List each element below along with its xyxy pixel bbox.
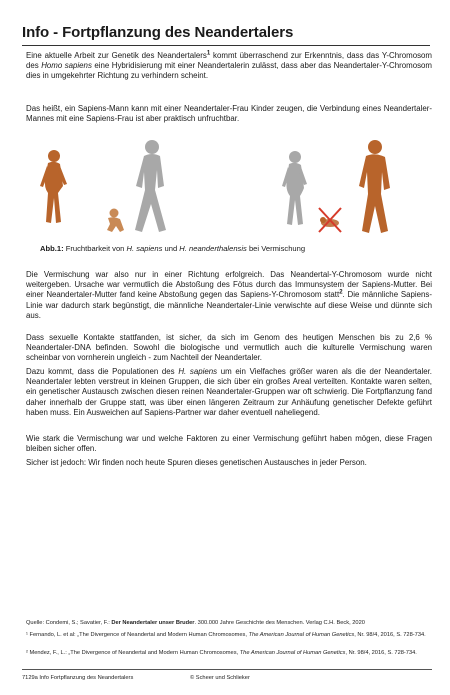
- figure-illustration: [30, 138, 430, 238]
- p5-text-b: um ein Vielfaches größer waren als die der Neandertaler. Neandertaler lebten verstreut in kleinen Gruppen, die sich über ein großes Areal verteilten. Kontakte waren selten, ein genetischer Austausch zwischen diesen reinen Neandertaler-Gruppen war oft schwierig. Die Fortpflanzung fand daher innerhalb der Gruppe statt, was über einen längeren Zeitraum zur Anhäufung genetischer Defekte geführt haben muss. Ein Ausweichen auf Sapiens-Partner war daher eventuell naheliegend.: [26, 367, 432, 417]
- source-text-c: . 300.000 Jahre Geschichte des Menschen. Verlag C.H. Beck, 2020: [194, 620, 365, 626]
- p1-text-b: kommt überraschend zur Erkenntnis, dass das Y-Chromosom des: [26, 51, 432, 71]
- fn2-journal: The American Journal of Human Genetics: [239, 650, 346, 656]
- paragraph-3: [26, 270, 432, 321]
- p3-text-a: Die Vermischung war also nur in einer Richtung erfolgreich. Das Neandertal-Y-Chromosom wurde nicht weitergeben. Ursache war vermutlich die Abstoßung des Fötus durch das Immunsystem der Sapiens-Mutter. Bei einer Neandertaler-Mutter fand keine Abstoßung gegen das Sapiens-Y-Chromosom statt: [26, 270, 432, 300]
- caption-text-b: und: [162, 244, 180, 253]
- p1-text-a: Eine aktuelle Arbeit zur Genetik des Neandertalers: [26, 51, 207, 60]
- caption-italic-1: H. sapiens: [126, 244, 163, 253]
- caption-text-a: Fruchtbarkeit von: [63, 244, 127, 253]
- title-rule: [22, 45, 430, 46]
- fn1-text-b: , Nr. 98/4, 2016, S. 728-734.: [354, 632, 426, 638]
- p3-text-b: . Die männliche Sapiens-Linie war dadurch stark begünstigt, die männliche Neandertaler-Linie verwischte auf diese Weise und dünnte sich aus.: [26, 290, 433, 320]
- p5-italic: H. sapiens: [178, 367, 218, 376]
- fn1-journal: The American Journal of Human Genetics: [248, 632, 355, 638]
- paragraph-1: [26, 51, 432, 82]
- footnote-ref-1[interactable]: 1: [206, 50, 211, 57]
- fn2-text-b: , Nr. 98/4, 2016, S. 728-734.: [345, 650, 417, 656]
- baby-icon: [107, 209, 124, 233]
- footnote-1: [26, 632, 436, 640]
- crossed-baby-icon: [319, 208, 341, 232]
- page-title: Info - Fortpflanzung des Neandertalers: [22, 24, 294, 41]
- p5-text-a: Dazu kommt, dass die Populationen des: [26, 367, 179, 376]
- footnote-2: [26, 650, 436, 658]
- source-text-a: Quelle: Condemi, S.; Savatier, F.:: [26, 620, 112, 626]
- source-note: [26, 620, 436, 628]
- caption-italic-2: H. neanderthalensis: [179, 244, 247, 253]
- paragraph-6: Wie stark die Vermischung war und welche Faktoren zu einer Vermischung geführt haben mögen, diese Fragen bleiben sicher offen.: [26, 434, 432, 454]
- figure-caption: [40, 244, 305, 253]
- source-book-title: Der Neandertaler unser Bruder: [111, 620, 195, 626]
- neanderthal-man-icon: [359, 140, 390, 233]
- fn1-text-a: ¹ Fernando, L. et al: „The Divergence of Neandertal and Modern Human Chromosomes,: [26, 632, 249, 638]
- sapiens-woman-icon: [282, 151, 307, 225]
- footer-rule: [22, 669, 432, 670]
- paragraph-5: [26, 367, 432, 418]
- paragraph-7: Sicher ist jedoch: Wir finden noch heute Spuren dieses genetischen Austausches in jeder Person.: [26, 458, 367, 467]
- p1-text-c: eine Hybridisierung mit einer Neandertalerin zulässt, dass aber das Neandertaler-Y-Chromosom dies in umgekehrter Richtung zu verhindern scheint.: [26, 61, 432, 81]
- caption-text-c: bei Vermischung: [246, 244, 306, 253]
- footnote-ref-2[interactable]: 2: [339, 289, 343, 296]
- fn2-text-a: ² Mendez, F., L.: „The Divergence of Neandertal and Modern Human Chromosomes,: [26, 650, 240, 656]
- footer-right: © Scheer und Schlieker: [190, 675, 250, 681]
- figure-1: [30, 138, 430, 238]
- sapiens-man-icon: [135, 140, 166, 232]
- caption-label: Abb.1:: [40, 244, 64, 253]
- neanderthal-woman-icon: [40, 150, 67, 223]
- p1-italic: Homo sapiens: [41, 61, 92, 71]
- paragraph-4: Dass sexuelle Kontakte stattfanden, ist sicher, da sich im Genom des heutigen Menschen bis zu 2,6 % Neandertaler-DNA befinden. Sowohl die biologische und vermutlich auch die kulturelle Vermischung waren scheinbar von vornherein ungleich - zum Nachteil der Neandertaler.: [26, 333, 432, 363]
- paragraph-2: Das heißt, ein Sapiens-Mann kann mit einer Neandertaler-Frau Kinder zeugen, die Verbindung eines Neandertaler-Mannes mit eine Sapiens-Frau ist aber praktisch unfruchtbar.: [26, 104, 432, 124]
- footer-left: 7129a Info Fortpflanzung des Neandertalers: [22, 675, 134, 681]
